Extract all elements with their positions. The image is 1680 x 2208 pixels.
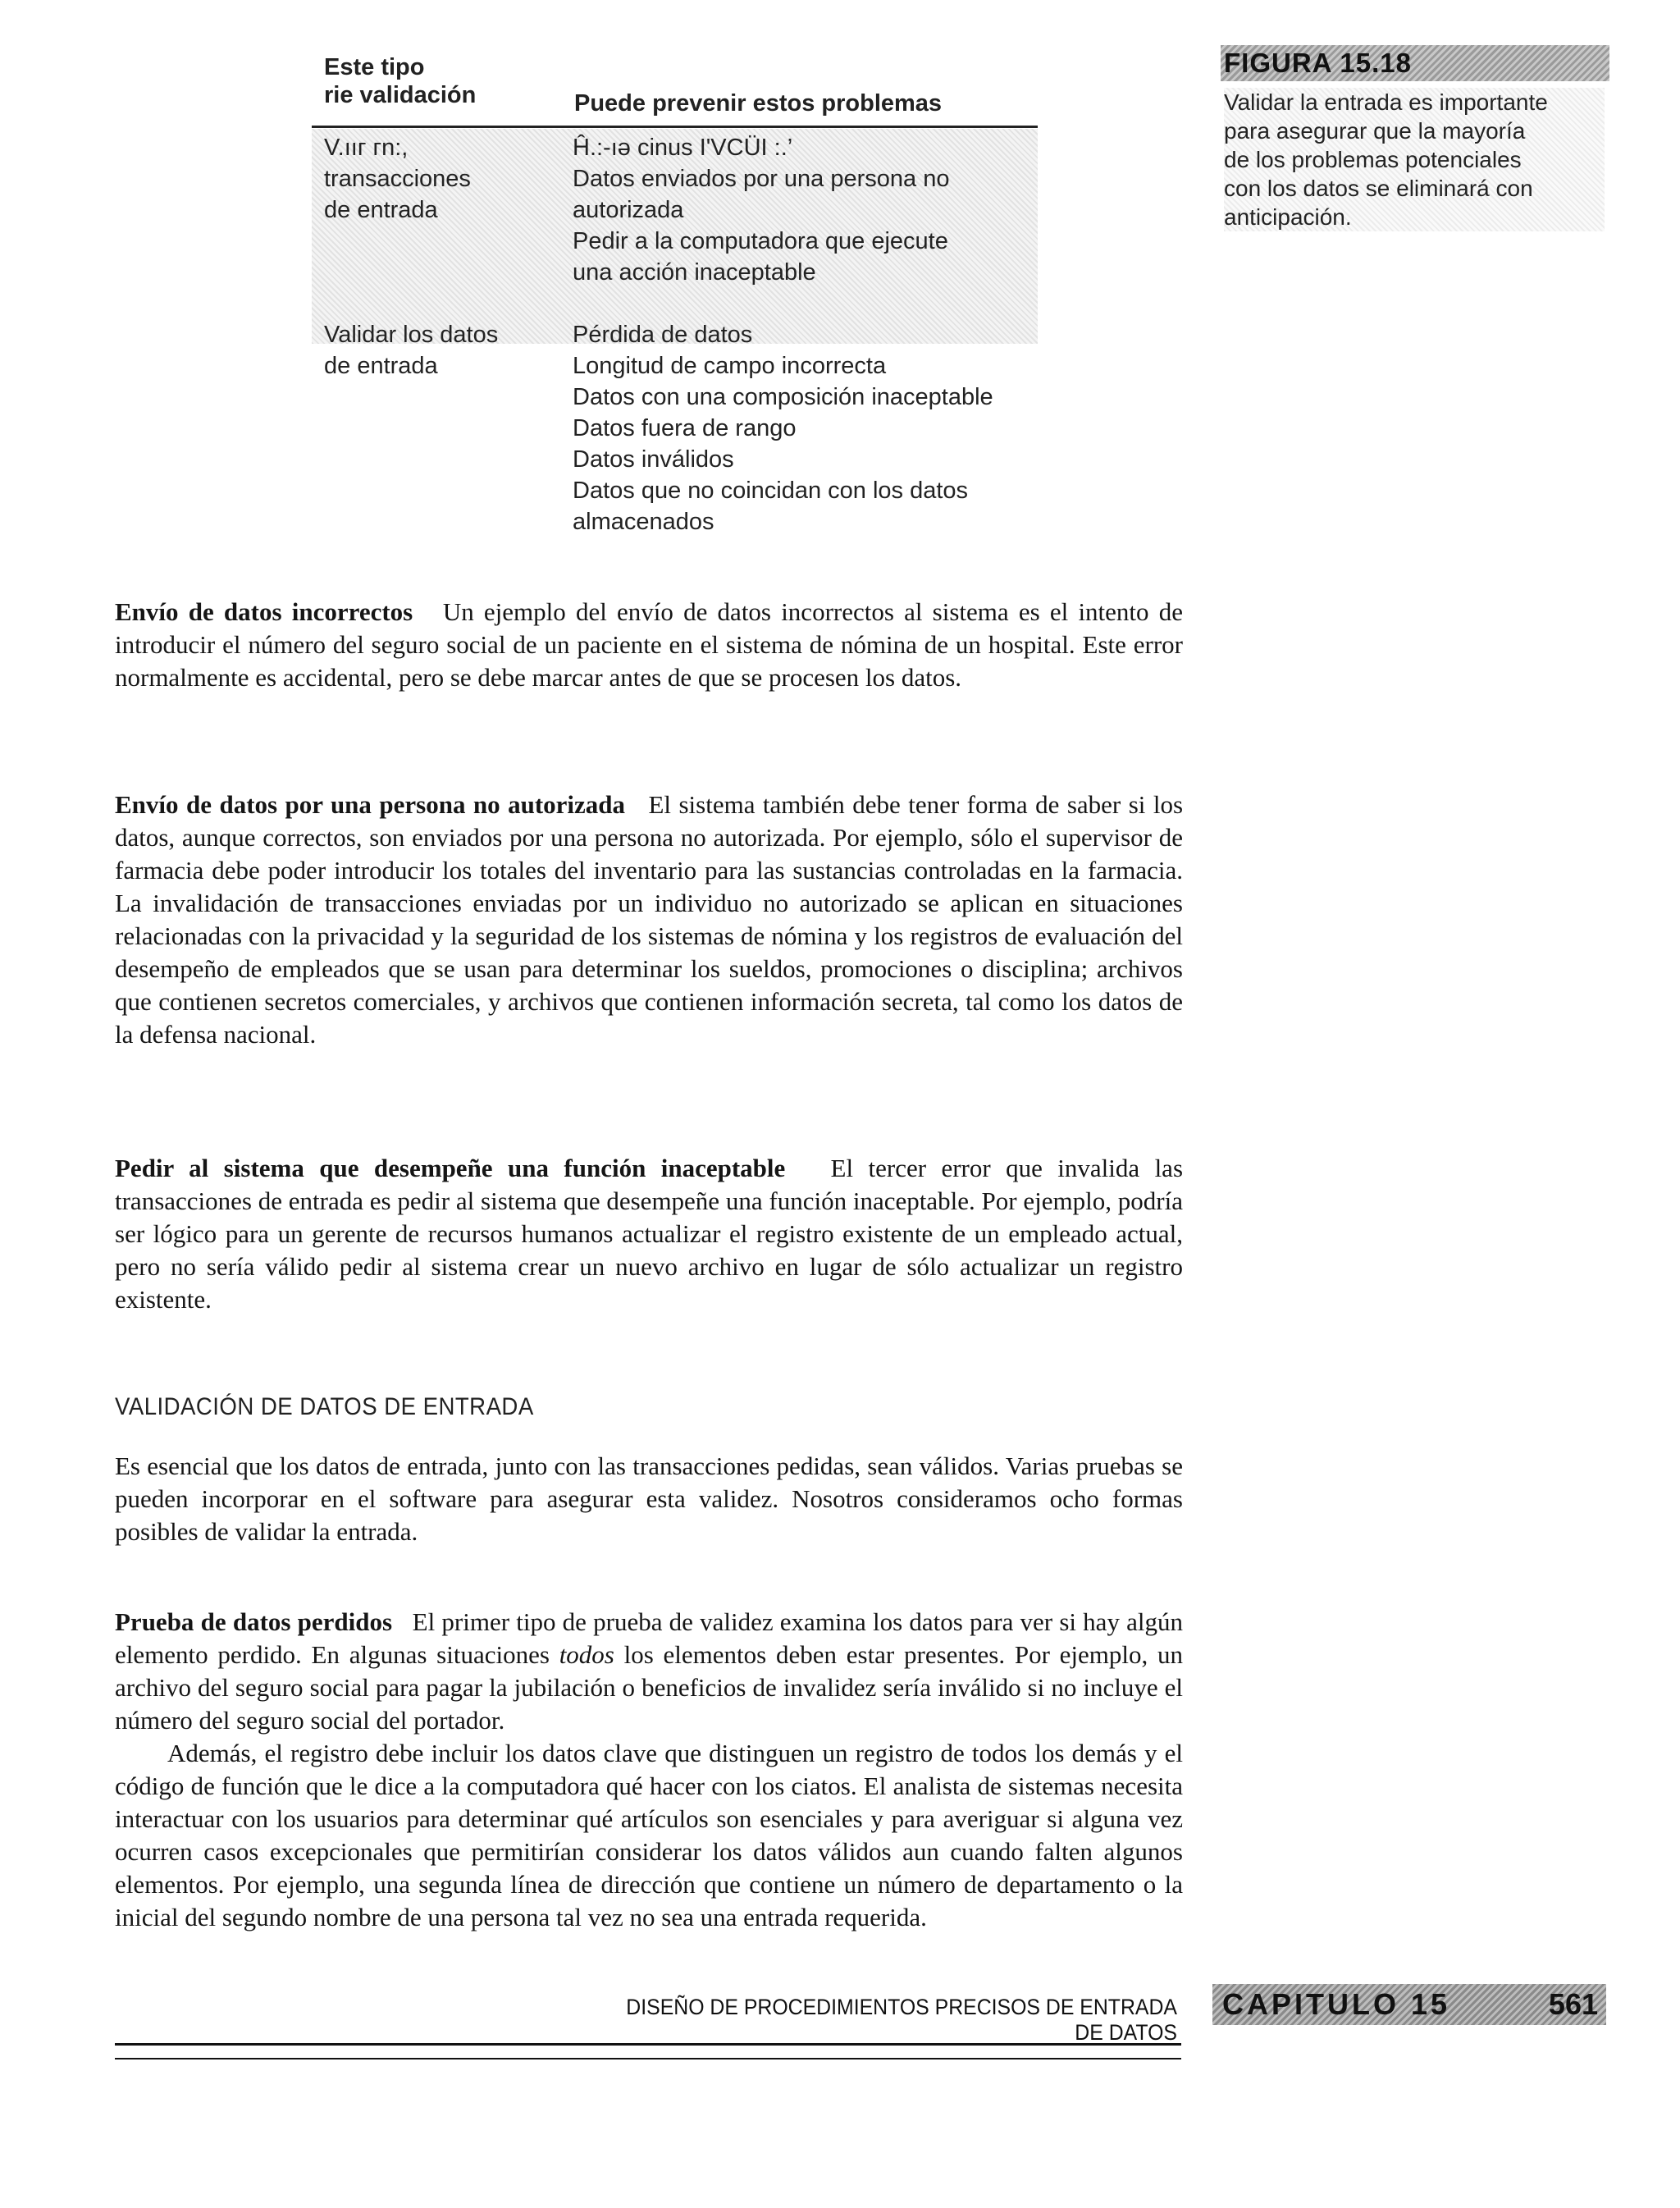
paragraph-heading: Prueba de datos perdidos — [115, 1607, 393, 1636]
paragraph-heading: Pedir al sistema que desempeñe una función inaceptable — [115, 1154, 786, 1182]
figure-caption — [1212, 45, 1606, 242]
chapter-badge — [1212, 1984, 1606, 2025]
figure-label: FIGURA 15.18 — [1221, 45, 1609, 81]
table-header-problems: Puede prevenir estos problemas — [574, 90, 943, 117]
paragraph-heading: Envío de datos por una persona no autorizada — [115, 790, 626, 819]
table-header-validation-type: Este tipo rie validación — [324, 54, 477, 108]
section-title: VALIDACIÓN DE DATOS DE ENTRADA — [115, 1393, 534, 1420]
paragraph-missing-data: Prueba de datos perdidos El primer tipo de prueba de validez examina los datos para ver si hay algún elemento perdido. En algunas situaciones todos los elementos deben estar presentes. Por ejemplo, un archivo del seguro social para pagar la jubilación o beneficios de invalidez sería inválido si no incluye el número del seguro social del portador. — [115, 1607, 1184, 1735]
figure-caption-text: Validar la entrada es importante para asegurar que la mayoría de los problemas potenciales con los datos se eliminará con anticipación. — [1224, 88, 1605, 231]
table-row-1-problems: Ĥ.:-ıə cinus I'VCÜI :.’ Datos enviados por una persona no autorizada Pedir a la computadora que ejecute una acción inaceptable — [573, 135, 950, 286]
table-row-2-type: Validar los datos de entrada — [324, 322, 499, 379]
table-row-1-type: V.ııг гn:, transacciones de entrada — [324, 135, 471, 223]
paragraph-key-data: Además, el registro debe incluir los datos clave que distinguen un registro de todos los demás y el código de función que le dice a la computadora qué hacer con los ciatos. El analista de sistemas necesita interactuar con los usuarios para determinar qué artículos son esenciales y para averiguar si alguna vez ocurren casos excepcionales que permitirían considerar los datos válidos aun cuando falten algunos elementos. Por ejemplo, una segunda línea de dirección que contiene un número de departamento o la inicial del segundo nombre de una persona tal vez no sea una entrada requerida. — [115, 1739, 1183, 1931]
table-row-2-problems: Pérdida de datos Longitud de campo incorrecta Datos con una composición inaceptable Datos fuera de rango Datos inválidos Datos que no coincidan con los datos almacenados — [573, 322, 993, 535]
running-title: DISEÑO DE PROCEDIMIENTOS PRECISOS DE ENTRADA DE DATOS — [626, 1995, 1177, 2045]
paragraph-unauthorized: Envío de datos por una persona no autorizada El sistema también debe tener forma de saber si los datos, aunque correctos, son enviados por una persona no autorizada. Por ejemplo, sólo el supervisor de farmacia debe poder introducir los totales del inventario para las sustancias controladas en la farmacia. La invalidación de transacciones enviadas por un individuo no autorizado se aplican en situaciones relacionadas con la privacidad y la seguridad de los sistemas de nómina y los registros de evaluación del desempeño de empleados que se usan para determinar los sueldos, promociones o disciplina; archivos que contienen secretos comerciales, y archivos que contienen información secreta, tal como los datos de la defensa nacional. — [115, 790, 1184, 1049]
paragraph-incorrect-data: Envío de datos incorrectos Un ejemplo del envío de datos incorrectos al sistema es el intento de introducir el número del seguro social de un paciente en el sistema de nómina de un hospital. Este error normalmente es accidental, pero se debe marcar antes de que se procesen los datos. — [115, 597, 1183, 692]
paragraph-unacceptable-function: Pedir al sistema que desempeñe una función inaceptable El tercer error que invalida las transacciones de entrada es pedir al sistema que desempeñe una función inaceptable. Por ejemplo, podría ser lógico para un gerente de recursos humanos actualizar el registro existente de un empleado actual, pero no sería válido pedir al sistema crear un nuevo archivo en lugar de sólo actualizar un registro existente. — [115, 1154, 1184, 1314]
chapter-label: CAPITULO 15 — [1222, 1987, 1451, 2021]
paragraph-heading: Envío de datos incorrectos — [115, 597, 413, 626]
footer-rule-bottom — [115, 2058, 1181, 2059]
paragraph-validation-intro: Es esencial que los datos de entrada, junto con las transacciones pedidas, sean válidos. Varias pruebas se pueden incorporar en el software para asegurar esta validez. Nosotros consideramos ocho formas posibles de validar la entrada. — [115, 1451, 1183, 1546]
page-number: 561 — [1548, 1987, 1598, 2021]
table-header-rule — [312, 126, 1038, 128]
figure-table — [312, 45, 1038, 554]
